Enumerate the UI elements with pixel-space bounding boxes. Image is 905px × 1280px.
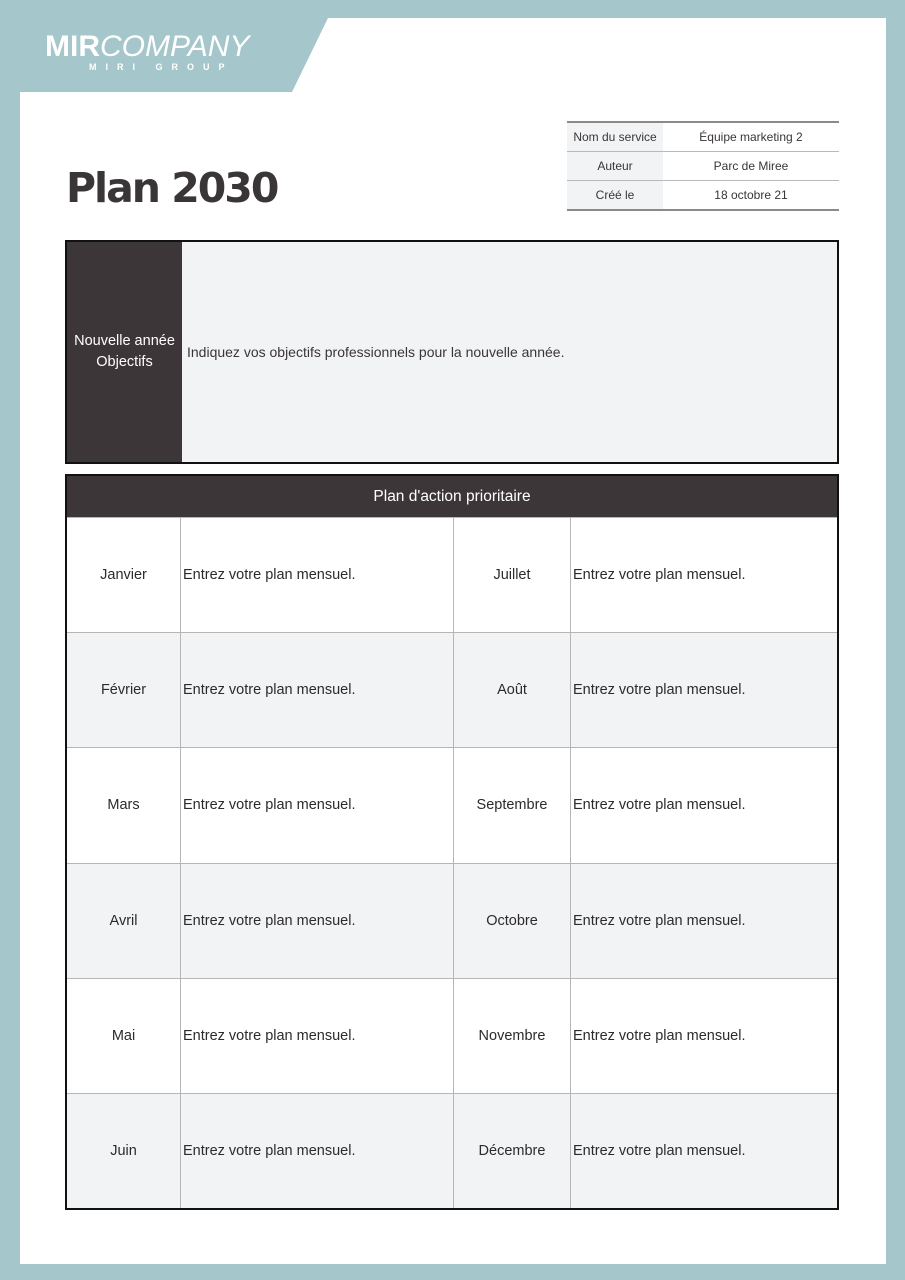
info-row-author [567,152,839,181]
month-plan-cell[interactable]: Entrez votre plan mensuel. [571,1093,839,1209]
info-label: Créé le [567,181,663,211]
month-plan-cell[interactable]: Entrez votre plan mensuel. [181,633,454,748]
document-page [20,18,886,1264]
objectives-label-line1: Nouvelle année [74,333,175,349]
info-value[interactable]: Parc de Miree [663,152,839,181]
logo-mi: MIR [45,30,100,63]
objectives-label [67,242,182,462]
page-title: Plan 2030 [66,164,278,212]
action-plan-header-row [66,475,838,518]
month-label: Mai [66,978,181,1093]
month-label: Septembre [454,748,571,863]
month-plan-cell[interactable]: Entrez votre plan mensuel. [571,633,839,748]
month-plan-cell[interactable]: Entrez votre plan mensuel. [181,863,454,978]
company-logo [45,30,249,72]
month-plan-cell[interactable]: Entrez votre plan mensuel. [571,518,839,633]
month-label: Novembre [454,978,571,1093]
info-row-created [567,181,839,211]
month-plan-cell[interactable]: Entrez votre plan mensuel. [571,863,839,978]
objectives-label-line2: Objectifs [96,354,153,370]
info-label: Auteur [567,152,663,181]
action-plan-header: Plan d'action prioritaire [66,475,838,518]
month-plan-cell[interactable]: Entrez votre plan mensuel. [181,1093,454,1209]
table-row [66,518,838,633]
month-plan-cell[interactable]: Entrez votre plan mensuel. [571,978,839,1093]
month-plan-cell[interactable]: Entrez votre plan mensuel. [181,748,454,863]
table-row [66,633,838,748]
info-table [567,121,839,211]
table-row [66,1093,838,1209]
month-label: Avril [66,863,181,978]
month-label: Juillet [454,518,571,633]
info-row-service [567,122,839,152]
month-label: Août [454,633,571,748]
month-label: Octobre [454,863,571,978]
month-label: Janvier [66,518,181,633]
info-value[interactable]: Équipe marketing 2 [699,130,803,144]
objectives-text[interactable]: Indiquez vos objectifs professionnels pour la nouvelle année. [187,344,565,360]
logo-wordmark [45,30,249,64]
month-plan-cell[interactable]: Entrez votre plan mensuel. [571,748,839,863]
month-label: Février [66,633,181,748]
table-row [66,748,838,863]
action-plan-table [65,474,839,1210]
logo-company: COMPANY [100,30,250,63]
month-label: Mars [66,748,181,863]
month-label: Juin [66,1093,181,1209]
table-row [66,863,838,978]
info-label: Nom du service [567,122,663,152]
logo-group: MIRI GROUP [89,62,234,72]
month-label: Décembre [454,1093,571,1209]
info-value[interactable]: 18 octobre 21 [663,181,839,211]
table-row [66,978,838,1093]
month-plan-cell[interactable]: Entrez votre plan mensuel. [181,518,454,633]
month-plan-cell[interactable]: Entrez votre plan mensuel. [181,978,454,1093]
objectives-box [65,240,839,464]
